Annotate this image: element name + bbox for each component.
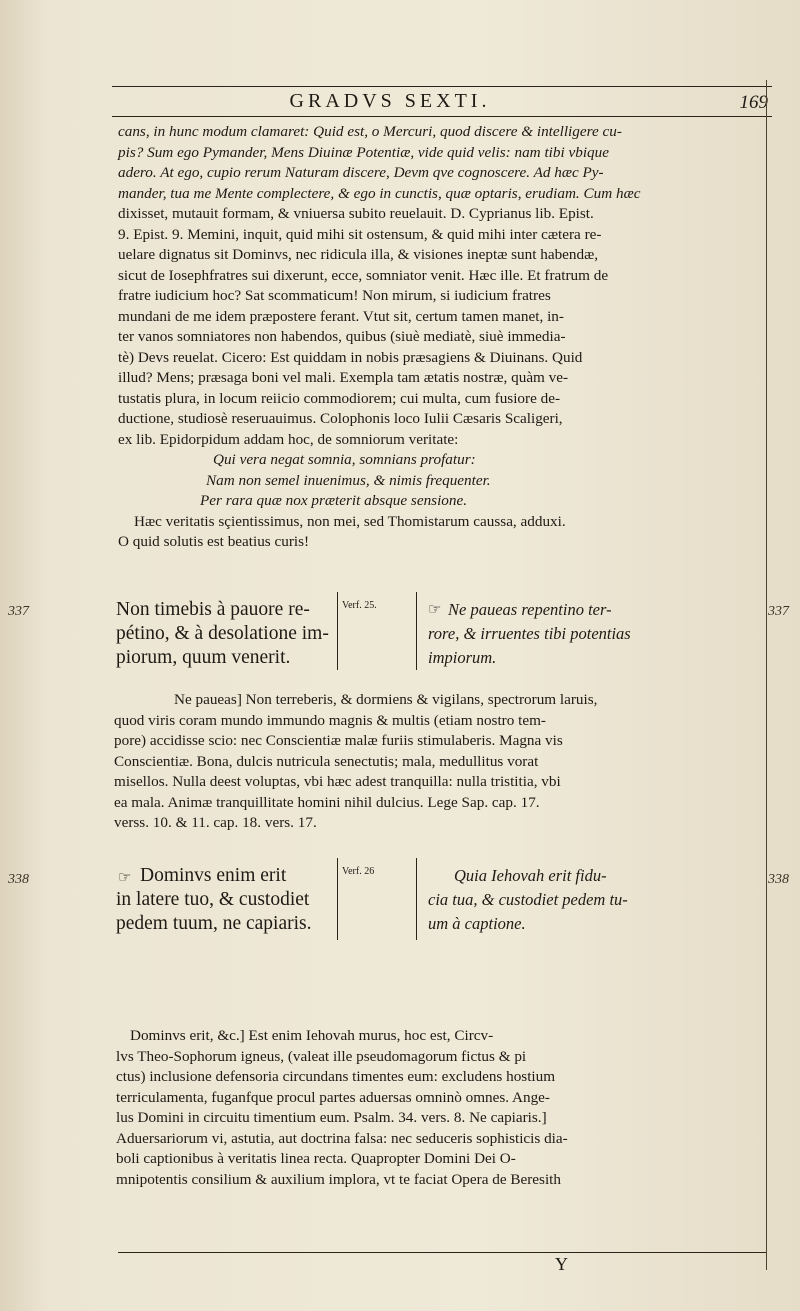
- verse-line: Non timebis à pauore re-: [116, 599, 310, 620]
- text-line: ductione, studiosè reseruauimus. Colophonis loco Iulii Cæsaris Scaligeri,: [118, 410, 563, 427]
- text-line: lus Domini in circuitu timentium eum. Psalm. 34. vers. 8. Ne capiaris.]: [116, 1109, 547, 1126]
- margin-number-left: 337: [8, 604, 29, 619]
- text-line: ctus) inclusione defensoria circundans timentes eum: excludens hostium: [116, 1068, 556, 1085]
- text-line: sicut de Iosephfratres sui dixerunt, ecce, somniator venit. Hæc ille. Et fratrum de: [118, 266, 609, 284]
- poem-line: Per rara quæ nox præterit absque sensione.: [200, 492, 468, 509]
- poem-line: Nam non semel inuenimus, & nimis frequenter.: [206, 471, 491, 489]
- commentary-block: [116, 1026, 768, 1190]
- text-line: Aduersariorum vi, astutia, aut doctrina falsa: nec seduceris sophisticis dia-: [116, 1129, 568, 1147]
- text-line: tè) Devs reuelat. Cicero: Est quiddam in nobis præsagiens & Diuinans. Quid: [118, 348, 583, 366]
- verse-line: Quia Iehovah erit fidu-: [454, 866, 607, 885]
- margin-number-left: 338: [8, 872, 29, 887]
- text-line: quod viris coram mundo immundo magnis & multis (etiam nostro tem-: [114, 711, 546, 729]
- margin-number-right: 338: [768, 872, 789, 887]
- text-line: dixisset, mutauit formam, & vniuersa subito reuelauit. D. Cyprianus lib. Epist.: [118, 205, 594, 222]
- verse-hebrew-translation: [428, 864, 724, 936]
- text-line: illud? Mens; præsaga boni vel mali. Exempla tam ætatis nostræ, quàm ve-: [118, 369, 569, 386]
- verse-reference: Verf. 26: [342, 866, 375, 877]
- running-head: GRADVS SEXTI.: [289, 90, 491, 112]
- catchword: Y: [555, 1254, 568, 1274]
- pointing-hand-icon: ☞: [118, 870, 132, 886]
- text-line: boli captionibus à veritatis linea recta. Quapropter Domini Dei O-: [116, 1150, 516, 1167]
- verse-reference: Verf. 25.: [342, 600, 377, 611]
- text-line: fratre iudicium hoc? Sat scommaticum! Non mirum, si iudicium fratres: [118, 287, 551, 304]
- text-line: verss. 10. & 11. cap. 18. vers. 17.: [114, 814, 317, 831]
- poem-line: Qui vera negat somnia, somnians profatur:: [213, 451, 476, 468]
- commentary-block: [114, 690, 768, 834]
- verse-line: Ne paueas repentino ter-: [448, 600, 612, 619]
- verse-line: um à captione.: [428, 914, 526, 933]
- verse-line: piorum, quum venerit.: [116, 647, 291, 668]
- text-line: Dominvs erit, &c.] Est enim Iehovah murus, hoc est, Circv-: [130, 1027, 494, 1044]
- text-line: ex lib. Epidorpidum addam hoc, de somniorum veritate:: [118, 430, 459, 448]
- text-line: mnipotentis consilium & auxilium implora, vt te faciat Opera de Beresith: [116, 1170, 561, 1188]
- text-line: Conscientiæ. Bona, dulcis nutricula senectutis; mala, medullitus vorat: [114, 752, 539, 770]
- text-line: Ne paueas] Non terreberis, & dormiens & vigilans, spectrorum laruis,: [174, 691, 598, 708]
- header-top-rule: [112, 86, 772, 87]
- bottom-rule: [118, 1252, 766, 1253]
- text-line: cans, in hunc modum clamaret: Quid est, o Mercuri, quod discere & intelligere cu-: [118, 123, 622, 140]
- verse-hebrew-translation: [428, 598, 718, 670]
- header-bottom-rule: [112, 116, 772, 117]
- text-line: lvs Theo-Sophorum igneus, (valeat ille pseudomagorum fictus & pi: [116, 1047, 527, 1065]
- text-line: terriculamenta, fuganfque procul partes aduersas omninò omnes. Ange-: [116, 1088, 550, 1106]
- verse-line: Dominvs enim erit: [140, 865, 287, 886]
- verse-line: rore, & irruentes tibi potentias: [428, 624, 631, 643]
- text-line: uelare dignatus sit Dominvs, nec ridicula illa, & visiones ineptæ sunt habendæ,: [118, 246, 599, 263]
- text-line: O quid solutis est beatius curis!: [118, 533, 310, 550]
- verse-line: pedem tuum, ne capiaris.: [116, 913, 312, 934]
- verse-line: cia tua, & custodiet pedem tu-: [428, 890, 628, 909]
- column-rule: [416, 592, 417, 670]
- text-line: mundani de me idem præpostere ferant. Vtut sit, certum tamen manet, in-: [118, 307, 564, 325]
- text-line: pore) accidisse scio: nec Conscientiæ malæ furiis stimulaberis. Magna vis: [114, 732, 563, 749]
- verse-line: impiorum.: [428, 648, 497, 667]
- text-line: misellos. Nulla deest voluptas, vbi hæc adest tranquilla: nulla tristitia, vbi: [114, 773, 561, 790]
- column-rule: [416, 858, 417, 940]
- pointing-hand-icon: ☞: [428, 602, 442, 618]
- top-text-block: [118, 122, 768, 553]
- column-rule: [337, 858, 338, 940]
- text-line: ter vanos somniatores non habendos, quibus (siuè mediatè, siuè immedia-: [118, 328, 566, 345]
- text-line: pis? Sum ego Pymander, Mens Diuinæ Potentiæ, vide quid velis: nam tibi vbique: [118, 143, 609, 161]
- column-rule: [337, 592, 338, 670]
- text-line: adero. At ego, cupio rerum Naturam discere, Devm qve cognoscere. Ad hæc Py-: [118, 164, 604, 181]
- text-line: mander, tua me Mente complectere, & ego in cunctis, quæ optaris, erudiam. Cum hæc: [118, 184, 641, 202]
- margin-number-right: 337: [768, 604, 789, 619]
- text-line: Hæc veritatis sçientissimus, non mei, sed Thomistarum caussa, adduxi.: [134, 512, 566, 530]
- text-line: tustatis plura, in locum reiicio commodiorem; cui multa, cum fusiore de-: [118, 389, 561, 407]
- text-line: ea mala. Animæ tranquillitate homini nihil dulcius. Lege Sap. cap. 17.: [114, 793, 540, 811]
- verse-line: pétino, & à desolatione im-: [116, 623, 329, 644]
- page-number: 169: [739, 92, 768, 113]
- verse-line: in latere tuo, & custodiet: [116, 889, 310, 910]
- text-line: 9. Epist. 9. Memini, inquit, quid mihi sit ostensum, & quid mihi inter cætera re-: [118, 225, 602, 243]
